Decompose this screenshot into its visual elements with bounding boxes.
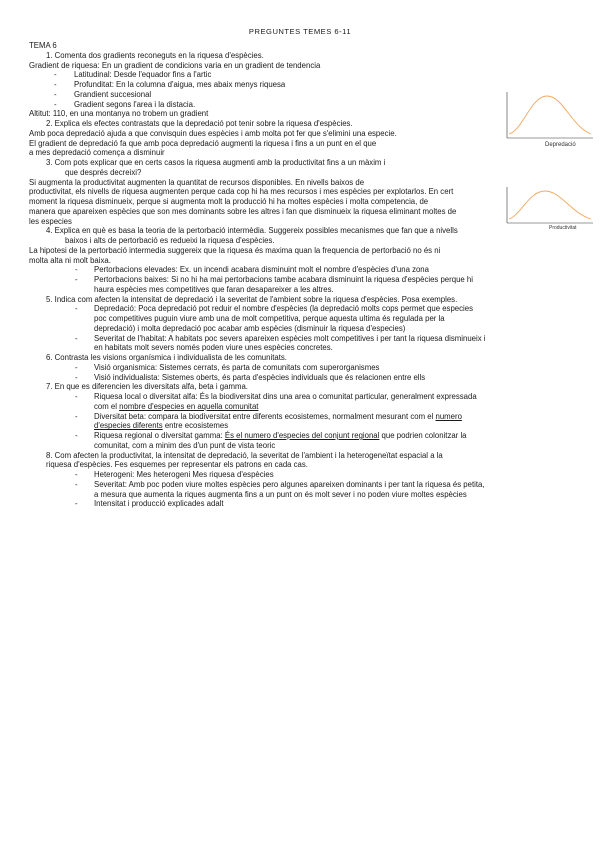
bullet-item-cont: haura espècies mes competitives que faran desapareixer a les altres.	[94, 284, 334, 294]
question-1: 1. Comenta dos gradients reconeguts en la riquesa d'espècies.	[46, 50, 264, 60]
bullet-item: - Gradient segons l'area i la distacia.	[54, 99, 196, 109]
bullet-item: - Severitat de l'habitat: A habitats poc severs apareixen espècies molt competitives i per tant la riquesa disminueix i	[75, 333, 486, 343]
bullet-item: - Diversitat beta: compara la biodiversitat entre diferents ecosistemes, normalment mesurant com el numero	[75, 411, 462, 421]
bullet-item: - Severitat: Amb poc poden viure moltes espècies pero algunes apareixen dominants i per tant la riquesa és petita,	[75, 479, 485, 489]
bullet-item: - Visió organismica: Sistemes cerrats, és parta de comunitats com superorganismes	[75, 362, 380, 372]
productivity-curve	[509, 191, 591, 219]
question-5: 5. Indica com afecten la intensitat de depredació i la severitat de l'ambient sobre la riquesa d'espècies. Posa exemples.	[46, 294, 458, 304]
bullet-item-cont: poc competitives puguin viure amb una de molt competitiva, perque aquesta ultima és regulada per la	[94, 314, 445, 323]
productivity-richness-figure	[505, 185, 595, 235]
answer-text: Si augmenta la productivitat augmenten la quantitat de recursos disponibles. En nivells baixos de	[29, 177, 365, 187]
answer-text: Altitut: 110, en una montanya no trobem un gradient	[29, 109, 209, 119]
bullet-item: - Heterogeni: Mes heterogeni Mes riquesa d'espècies	[75, 470, 274, 479]
bullet-item: - Riquesa regional o diversitat gamma: És el numero d'especies del conjunt regional que podrien colonitzar la	[75, 431, 467, 440]
bullet-item: - Latitudinal: Desde l'equador fins a l'artic	[54, 70, 212, 80]
question-4-cont: baixos i alts de pertorbació es redueixi la riquesa d'espècies.	[65, 236, 275, 245]
bullet-item-cont: com el nombre d'especies en aquella comunitat	[94, 401, 259, 411]
bullet-item: - Pertorbacions baixes: Si no hi ha mai pertorbacions tambe acabara disminuint la riquesa d'espècies perque hi	[75, 275, 473, 284]
bullet-item: - Profunditat: En la columna d'aigua, mes abaix menys riquesa	[54, 80, 286, 89]
answer-text: molta alta ni molt baixa.	[29, 255, 111, 265]
question-3: 3. Com pots explicar que en certs casos la riquesa augmenti amb la productivitat fins a un màxim i	[46, 158, 386, 167]
bullet-item-cont: depredació) i molta depredació poc acabar amb espècies (disminuir la riquesa d'especies)	[94, 323, 406, 333]
answer-text: Amb poca depredació ajuda a que convisquin dues espècies i amb molta pot fer que s'elimini una especie.	[29, 128, 397, 138]
predation-curve	[509, 96, 591, 134]
bullet-item: - Grandient succesional	[54, 89, 152, 99]
bullet-item: - Depredació: Poca depredació pot reduir el nombre d'espècies (la depredació molts cops permet que especies	[75, 304, 473, 314]
document-body	[29, 41, 573, 509]
bullet-item-cont: en habitats molt severs només poden viure unes espècies concretes.	[94, 343, 333, 353]
answer-text: Gradient de riquesa: En un gradient de condicions varia en un gradient de tendencia	[29, 60, 321, 70]
question-7: 7. En que es diferencien les diversitats alfa, beta i gamma.	[46, 382, 248, 392]
answer-text: La hipotesi de la pertorbació intermedia suggereix que la riquesa és maxima quan la frequencia de pertorbació no és ni	[29, 245, 441, 255]
section-heading: TEMA 6	[29, 41, 57, 50]
bullet-item-cont: comunitat, com a minim des d'un punt de vista teoric	[94, 440, 276, 450]
answer-text: les especies	[29, 216, 72, 226]
bullet-item: - Intensitat i producció explicades adalt	[75, 499, 224, 509]
question-3-cont: que després decreixi?	[65, 167, 142, 177]
answer-text: productivitat, els nivells de riquesa augmenten perque cada cop hi ha mes recursos i mes espècies per explotarlos. En cert	[29, 187, 454, 197]
productivity-axis-label: Productivitat	[549, 225, 577, 231]
question-6: 6. Contrasta les visions organísmica i individualista de les comunitats.	[46, 353, 287, 362]
predation-richness-figure	[505, 90, 595, 152]
predation-curve-graph	[505, 90, 595, 142]
bullet-item: - Riquesa local o diversitat alfa: És la biodiversitat dins una area o comunitat particular, generalment expressada	[75, 392, 477, 401]
bullet-item-cont: d'especies diferents entre ecosistemes	[94, 421, 229, 431]
question-8-cont: riquesa d'espècies. Fes esquemes per representar els patrons en cada cas.	[46, 460, 308, 470]
bullet-item: - Visió individualista: Sistemes oberts, és parta d'espècies individuals que és relacionen entre ells	[75, 372, 426, 382]
answer-text: a mes depredació comença a disminuir	[29, 148, 165, 158]
bullet-item-cont: a mesura que aumenta la riques augmenta fins a un punt on és molt sever i no poden viure moltes espècies	[94, 489, 467, 499]
predation-axis-label: Depredació	[545, 142, 576, 148]
answer-text: moment la riquesa disminueix, perque si augmenta molt la producció hi ha moltes espècies i molta competencia, de	[29, 197, 429, 206]
answer-text: manera que apareixen espècies que son mes dominants sobre les altres i fan que disminueix la riquesa eliminant moltes de	[29, 206, 457, 216]
question-2: 2. Explica els efectes contrastats que la depredació pot tenir sobre la riquesa d'espècies.	[46, 119, 353, 128]
bullet-item: - Pertorbacions elevades: Ex. un incendi acabara disminuint molt el nombre d'espècies d'una zona	[75, 265, 429, 275]
page-title: PREGUNTES TEMES 6-11	[248, 27, 352, 36]
question-8: 8. Com afecten la productivitat, la intensitat de depredació, la severitat de l'ambient i la heterogeneïtat espacial a la	[46, 450, 443, 460]
question-4: 4. Explica en què es basa la teoria de la pertorbació intermèdia. Suggereix possibles mecanismes que fan que a nivells	[46, 226, 458, 236]
productivity-curve-graph	[505, 185, 595, 227]
answer-text: El gradient de depredació fa que amb poca depredació augmenti la riquesa i fins a un punt en el que	[29, 138, 377, 148]
